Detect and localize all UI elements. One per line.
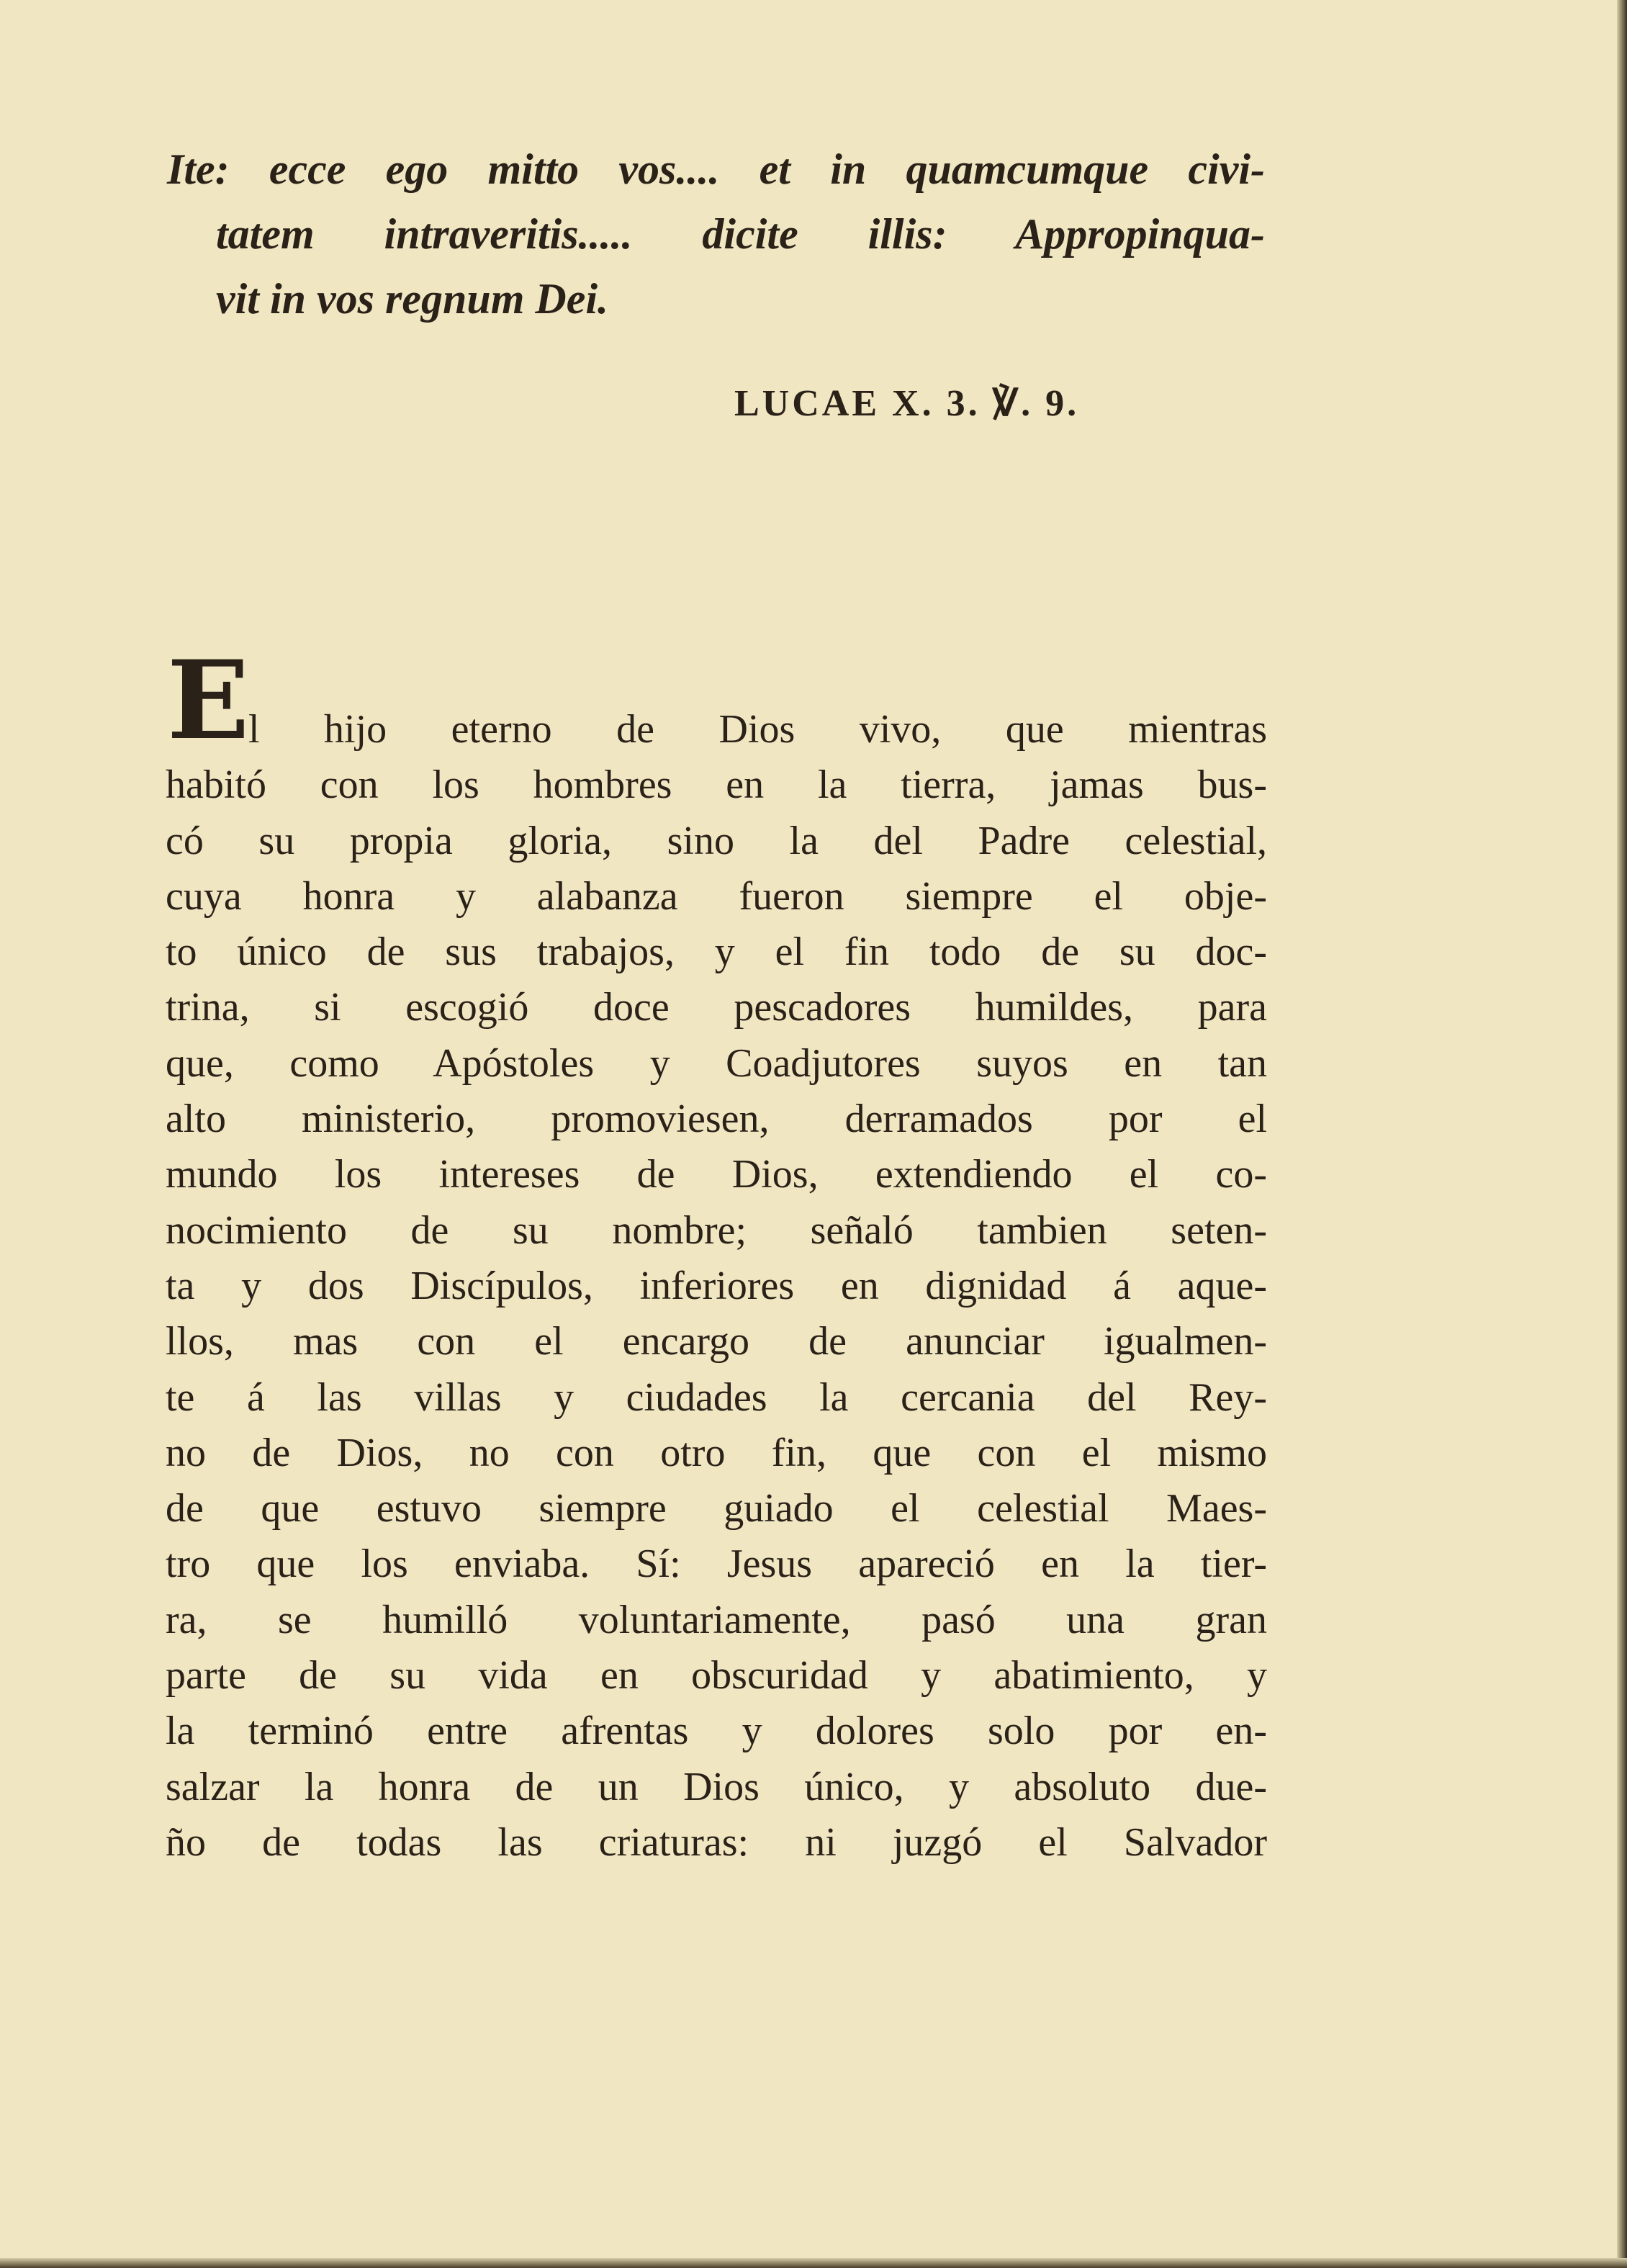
text-line: cuya honra y alabanza fueron siempre el obje- xyxy=(166,873,1267,919)
text-line: trina, si escogió doce pescadores humildes, para xyxy=(166,985,1267,1030)
text-line: la terminó entre afrentas y dolores solo por en- xyxy=(166,1709,1267,1754)
text-line: de que estuvo siempre guiado el celestial Maes- xyxy=(166,1486,1267,1531)
epigraph-line: vit in vos regnum Dei. xyxy=(216,275,609,323)
text-line: parte de su vida en obscuridad y abatimiento, y xyxy=(166,1653,1267,1698)
scripture-citation: LUCAE X. 3. ℣. 9. xyxy=(734,383,1080,424)
body-text xyxy=(166,702,1267,1871)
text-line: te á las villas y ciudades la cercania del Rey- xyxy=(166,1374,1267,1420)
text-line: tro que los enviaba. Sí: Jesus apareció en la tier- xyxy=(166,1542,1267,1587)
text-line: ra, se humilló voluntariamente, pasó una gran xyxy=(166,1597,1267,1642)
text-line: nocimiento de su nombre; señaló tambien seten- xyxy=(166,1207,1267,1253)
text-line: no de Dios, no con otro fin, que con el mismo xyxy=(166,1430,1267,1475)
page-edge-bottom xyxy=(0,2258,1627,2268)
text-line: que, como Apóstoles y Coadjutores suyos en tan xyxy=(166,1040,1267,1086)
text-line: salzar la honra de un Dios único, y absoluto due- xyxy=(166,1764,1267,1809)
text-line: có su propia gloria, sino la del Padre celestial, xyxy=(166,818,1267,863)
drop-cap: E xyxy=(167,637,250,764)
epigraph-line: tatem intraveritis..... dicite illis: Appropinqua- xyxy=(216,210,1265,258)
text-line: habitó con los hombres en la tierra, jamas bus- xyxy=(166,762,1267,808)
page-edge-right xyxy=(1617,0,1627,2268)
text-line: ta y dos Discípulos, inferiores en dignidad á aque- xyxy=(166,1263,1267,1308)
text-line: llos, mas con el encargo de anunciar igualmen- xyxy=(166,1319,1267,1364)
epigraph xyxy=(167,137,1265,331)
text-line: mundo los intereses de Dios, extendiendo el co- xyxy=(166,1152,1267,1197)
text-line: alto ministerio, promoviesen, derramados por el xyxy=(166,1097,1267,1142)
text-line: to único de sus trabajos, y el fin todo de su doc- xyxy=(166,930,1267,975)
text-line: l hijo eterno de Dios vivo, que mientras xyxy=(248,707,1267,752)
text-line: ño de todas las criaturas: ni juzgó el Salvador xyxy=(166,1819,1267,1865)
epigraph-line: Ite: ecce ego mitto vos.... et in quamcumque civi- xyxy=(167,145,1265,193)
